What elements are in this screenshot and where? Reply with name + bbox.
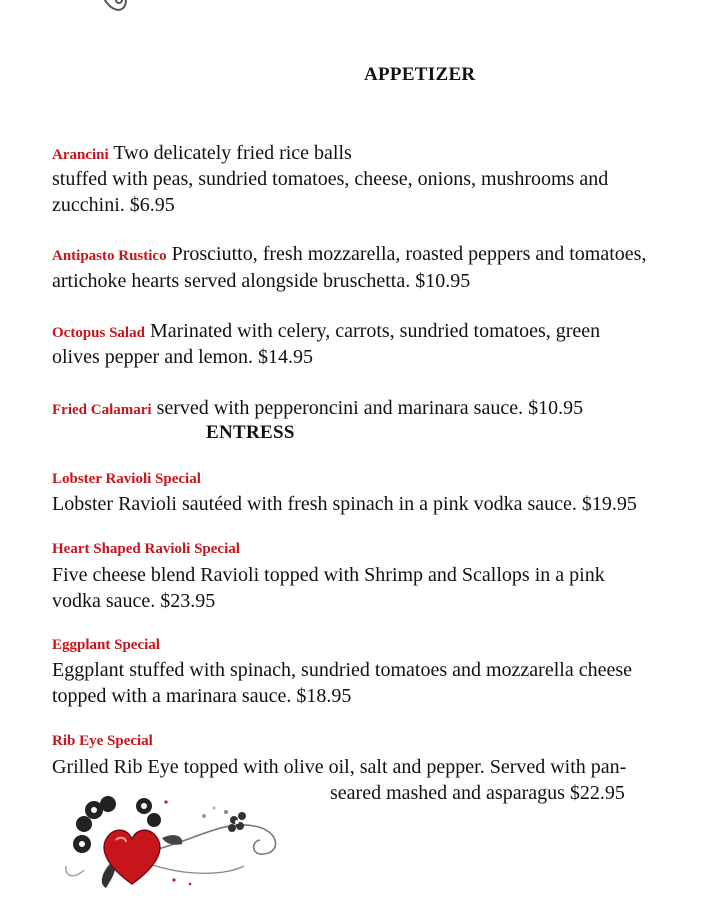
item-desc-line: Two delicately fried rice balls (113, 142, 352, 164)
item-desc-line: Marinated with celery, carrots, sundried tomatoes, green (149, 320, 601, 342)
item-name: Lobster Ravioli Special (52, 471, 201, 487)
swirl-ornament-icon (96, 0, 136, 22)
item-desc-line: Prosciutto, fresh mozzarella, roasted peppers and tomatoes, (171, 243, 647, 265)
appetizer-heading: APPETIZER (364, 64, 476, 85)
item-desc-line: vodka sauce. $23.95 (52, 590, 216, 612)
item-desc-line: Five cheese blend Ravioli topped with Shrimp and Scallops in a pink (52, 564, 605, 586)
item-desc-line: served with pepperoncini and marinara sauce. $10.95 (156, 397, 584, 419)
menu-item-antipasto-rustico (52, 241, 646, 269)
item-name: Heart Shaped Ravioli Special (52, 541, 240, 557)
item-name: Rib Eye Special (52, 733, 153, 749)
menu-item-arancini (52, 140, 352, 168)
heart-floral-ornament-icon (54, 780, 294, 892)
menu-item-octopus-salad (52, 318, 600, 346)
item-desc-line: artichoke hearts served alongside bruschetta. $10.95 (52, 270, 471, 292)
menu-item-fried-calamari (52, 395, 583, 423)
item-desc-line: seared mashed and asparagus $22.95 (330, 782, 625, 804)
item-name: Fried Calamari (52, 402, 152, 418)
item-desc-line: topped with a marinara sauce. $18.95 (52, 685, 352, 707)
item-desc-line: Eggplant stuffed with spinach, sundried tomatoes and mozzarella cheese (52, 659, 632, 681)
item-desc-line: zucchini. $6.95 (52, 194, 175, 216)
item-desc-line: olives pepper and lemon. $14.95 (52, 346, 314, 368)
item-name: Arancini (52, 147, 109, 163)
item-desc-line: Lobster Ravioli sautéed with fresh spinach in a pink vodka sauce. $19.95 (52, 493, 637, 515)
item-name: Octopus Salad (52, 325, 145, 341)
item-name: Antipasto Rustico (52, 248, 167, 264)
entrees-heading: ENTRESS (206, 422, 295, 443)
item-desc-line: stuffed with peas, sundried tomatoes, cheese, onions, mushrooms and (52, 168, 609, 190)
item-desc-line: Grilled Rib Eye topped with olive oil, salt and pepper. Served with pan- (52, 756, 627, 778)
item-name: Eggplant Special (52, 637, 160, 653)
